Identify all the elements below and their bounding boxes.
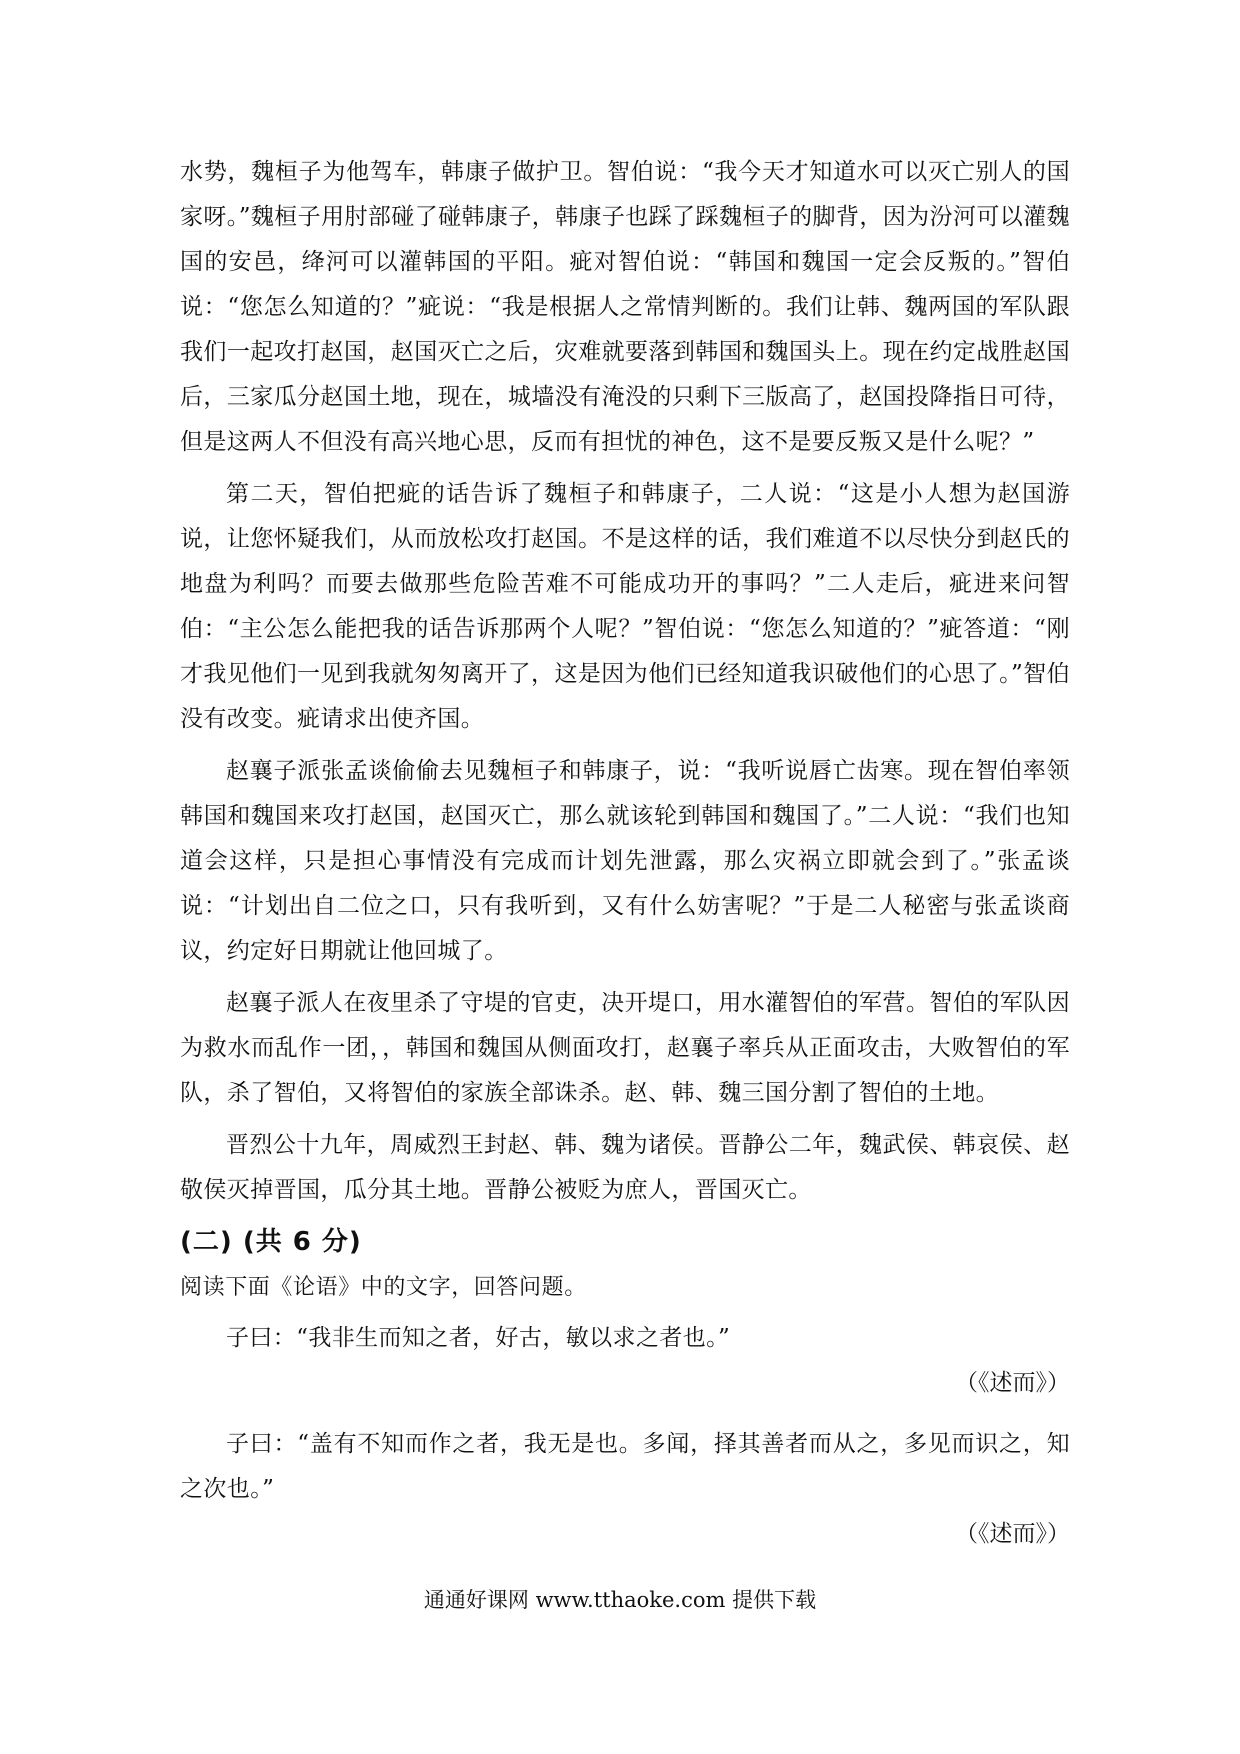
page-content [180,150,1070,1573]
quote-source-1: （《述而》） [955,1370,1070,1396]
passage-paragraph-1: 水势，魏桓子为他驾车，韩康子做护卫。智伯说：“我今天才知道水可以灭亡别人的国家呀。”魏桓子用肘部碰了碰韩康子，韩康子也踩了踩魏桓子的脚背，因为汾河可以灌魏国的安邑，绛河可以灌韩国的平阳。疵对智伯说：“韩国和魏国一定会反叛的。”智伯说：“您怎么知道的？”疵说：“我是根据人之常情判断的。我们让韩、魏两国的军队跟我们一起攻打赵国，赵国灭亡之后，灾难就要落到韩国和魏国头上。现在约定战胜赵国后，三家瓜分赵国土地，现在，城墙没有淹没的只剩下三版高了，赵国投降指日可待，但是这两人不但没有高兴地心思，反而有担忧的神色，这不是要反叛又是什么呢？” [180,159,1070,455]
passage-paragraph-4: 赵襄子派人在夜里杀了守堤的官吏，决开堤口，用水灌智伯的军营。智伯的军队因为救水而乱作一团，，韩国和魏国从侧面攻打，赵襄子率兵从正面攻击，大败智伯的军队，杀了智伯，又将智伯的家族全部诛杀。赵、韩、魏三国分割了智伯的土地。 [180,990,1070,1106]
passage-paragraph-3: 赵襄子派张孟谈偷偷去见魏桓子和韩康子，说：“我听说唇亡齿寒。现在智伯率领韩国和魏国来攻打赵国，赵国灭亡，那么就该轮到韩国和魏国了。”二人说：“我们也知道会这样，只是担心事情没有完成而计划先泄露，那么灾祸立即就会到了。”张孟谈说：“计划出自二位之口，只有我听到，又有什么妨害呢？”于是二人秘密与张孟谈商议，约定好日期就让他回城了。 [180,758,1070,964]
quote-source-2: （《述而》） [955,1521,1070,1547]
passage-paragraph-2: 第二天，智伯把疵的话告诉了魏桓子和韩康子，二人说：“这是小人想为赵国游说，让您怀疑我们，从而放松攻打赵国。不是这样的话，我们难道不以尽快分到赵氏的地盘为利吗？而要去做那些危险苦难不可能成功开的事吗？”二人走后，疵进来问智伯：“主公怎么能把我的话告诉那两个人呢？”智伯说：“您怎么知道的？”疵答道：“刚才我见他们一见到我就匆匆离开了，这是因为他们已经知道我识破他们的心思了。”智伯没有改变。疵请求出使齐国。 [180,481,1070,732]
analects-quote-1: 子曰：“我非生而知之者，好古，敏以求之者也。” [226,1325,731,1351]
section-heading: (二) (共 6 分) [180,1227,362,1257]
analects-quote-2: 子曰：“盖有不知而作之者，我无是也。多闻，择其善者而从之，多见而识之，知之次也。” [180,1431,1070,1502]
passage-paragraph-5: 晋烈公十九年，周威烈王封赵、韩、魏为诸侯。晋静公二年，魏武侯、韩哀侯、赵敬侯灭掉晋国，瓜分其土地。晋静公被贬为庶人，晋国灭亡。 [180,1132,1070,1203]
section-instruction: 阅读下面《论语》中的文字，回答问题。 [180,1275,587,1300]
page-footer: 通通好课网 www.tthaoke.com 提供下载 [423,1588,817,1612]
